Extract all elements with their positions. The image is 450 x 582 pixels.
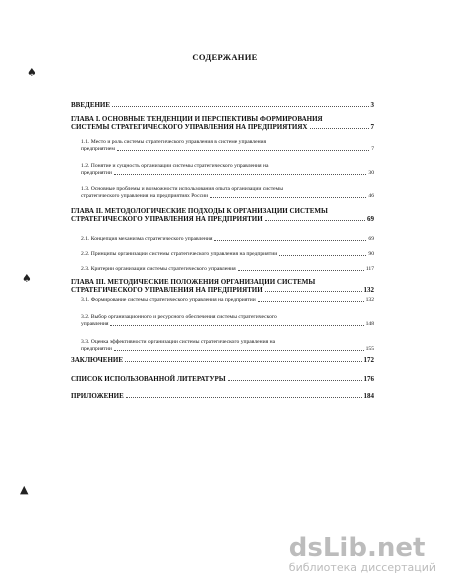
toc-entry-introduction (71, 101, 374, 109)
toc-entry-title: ГЛАВА III. МЕТОДИЧЕСКИЕ ПОЛОЖЕНИЯ ОРГАНИЗАЦИИ СИСТЕМЫ (71, 278, 316, 286)
toc-entry-page: 155 (365, 346, 374, 352)
toc-entry-page: 46 (368, 193, 374, 199)
toc-entry-title: 3.2. Выбор организационного и ресурсного обеспечения системы стратегического (81, 314, 277, 320)
toc-entry-title: СПИСОК ИСПОЛЬЗОВАННОЙ ЛИТЕРАТУРЫ (71, 375, 226, 383)
toc-entry-title: ПРИЛОЖЕНИЕ (71, 392, 124, 400)
toc-entry-page: 3 (370, 101, 374, 109)
toc-entry-page: 132 (363, 286, 374, 294)
toc-entry-page: 30 (368, 170, 374, 176)
toc-entry-title: 1.1. Место и роль системы стратегического управления в системе управления (81, 139, 267, 145)
watermark-subtitle: библиотека диссертаций (288, 561, 436, 574)
page-title: СОДЕРЖАНИЕ (192, 52, 258, 62)
toc-entry-page: 132 (365, 297, 374, 303)
toc-entry-title: ВВЕДЕНИЕ (71, 101, 111, 109)
toc-entry-page: 176 (363, 375, 374, 383)
toc-entry-title: 3.3. Оценка эффективности организации системы стратегического управления на (81, 339, 276, 345)
scan-mark-icon: ♠ (22, 272, 32, 285)
toc-entry-page: 7 (370, 123, 374, 131)
toc-entry-section-3-3 (71, 339, 374, 353)
toc-entry-title-cont: предприятии (81, 346, 112, 352)
toc-entry-title: 3.1. Формирование системы стратегического управления на предприятии (81, 297, 256, 303)
toc-entry-page: 117 (365, 266, 374, 272)
scan-mark-icon: ♠ (27, 66, 37, 79)
toc-entry-title: 2.3. Критерии организации системы стратегического управления (81, 266, 236, 272)
watermark (289, 535, 436, 574)
toc-entry-conclusion (71, 356, 374, 364)
toc-entry-title: ГЛАВА I. ОСНОВНЫЕ ТЕНДЕНЦИИ И ПЕРСПЕКТИВЫ ФОРМИРОВАНИЯ (71, 115, 323, 123)
toc-entry-title-cont: СИСТЕМЫ СТРАТЕГИЧЕСКОГО УПРАВЛЕНИЯ НА ПРЕДПРИЯТИЯХ (71, 123, 308, 131)
toc-entry-title: ЗАКЛЮЧЕНИЕ (71, 356, 124, 364)
toc-entry-title: ГЛАВА II. МЕТОДОЛОГИЧЕСКИЕ ПОДХОДЫ К ОРГАНИЗАЦИИ СИСТЕМЫ (71, 207, 328, 215)
scan-mark-icon: ▲ (20, 483, 29, 496)
toc-entry-title: 2.2. Принципы организации системы стратегического управления на предприятии (81, 251, 278, 257)
toc-entry-page: 90 (368, 251, 374, 257)
toc-entry-section-2-3 (71, 266, 374, 273)
toc-entry-title-cont: предприятии (81, 170, 112, 176)
toc-entry-title: 1.3. Основные проблемы и возможности использования опыта организации системы (81, 186, 283, 192)
toc-entry-title: 2.1. Концепция механизма стратегического управления (81, 236, 213, 242)
toc-entry-section-3-1 (71, 297, 374, 304)
toc-entry-title-cont: управления (81, 321, 109, 327)
toc-entry-page: 69 (367, 215, 374, 223)
toc-entry-section-2-1 (71, 236, 374, 243)
toc-entry-page: 148 (365, 321, 374, 327)
toc-entry-page: 69 (368, 236, 374, 242)
toc-entry-page: 7 (371, 146, 374, 152)
toc-entry-chapter-1 (71, 115, 374, 131)
toc-entry-section-1-1 (71, 139, 374, 153)
watermark-logo: dsLib.net (288, 533, 426, 563)
toc-entry-bibliography (71, 375, 374, 383)
toc-entry-page: 172 (363, 356, 374, 364)
toc-entry-section-1-2 (71, 163, 374, 177)
toc-entry-section-1-3 (71, 186, 374, 200)
toc-entry-title-cont: стратегического управления на предприятиях России (81, 193, 209, 199)
toc-entry-page: 184 (363, 392, 374, 400)
toc-entry-title: 1.2. Понятие и сущность организации системы стратегического управления на (81, 163, 269, 169)
toc-entry-title-cont: СТРАТЕГИЧЕСКОГО УПРАВЛЕНИЯ НА ПРЕДПРИЯТИИ (71, 215, 263, 223)
toc-entry-title-cont: предприятием (81, 146, 115, 152)
toc-entry-title-cont: СТРАТЕГИЧЕСКОГО УПРАВЛЕНИЯ НА ПРЕДПРИЯТИИ (71, 286, 263, 294)
toc-entry-chapter-3 (71, 278, 374, 294)
toc-entry-chapter-2 (71, 207, 374, 223)
toc-entry-appendix (71, 392, 374, 400)
toc-entry-section-2-2 (71, 251, 374, 258)
toc-entry-section-3-2 (71, 314, 374, 328)
